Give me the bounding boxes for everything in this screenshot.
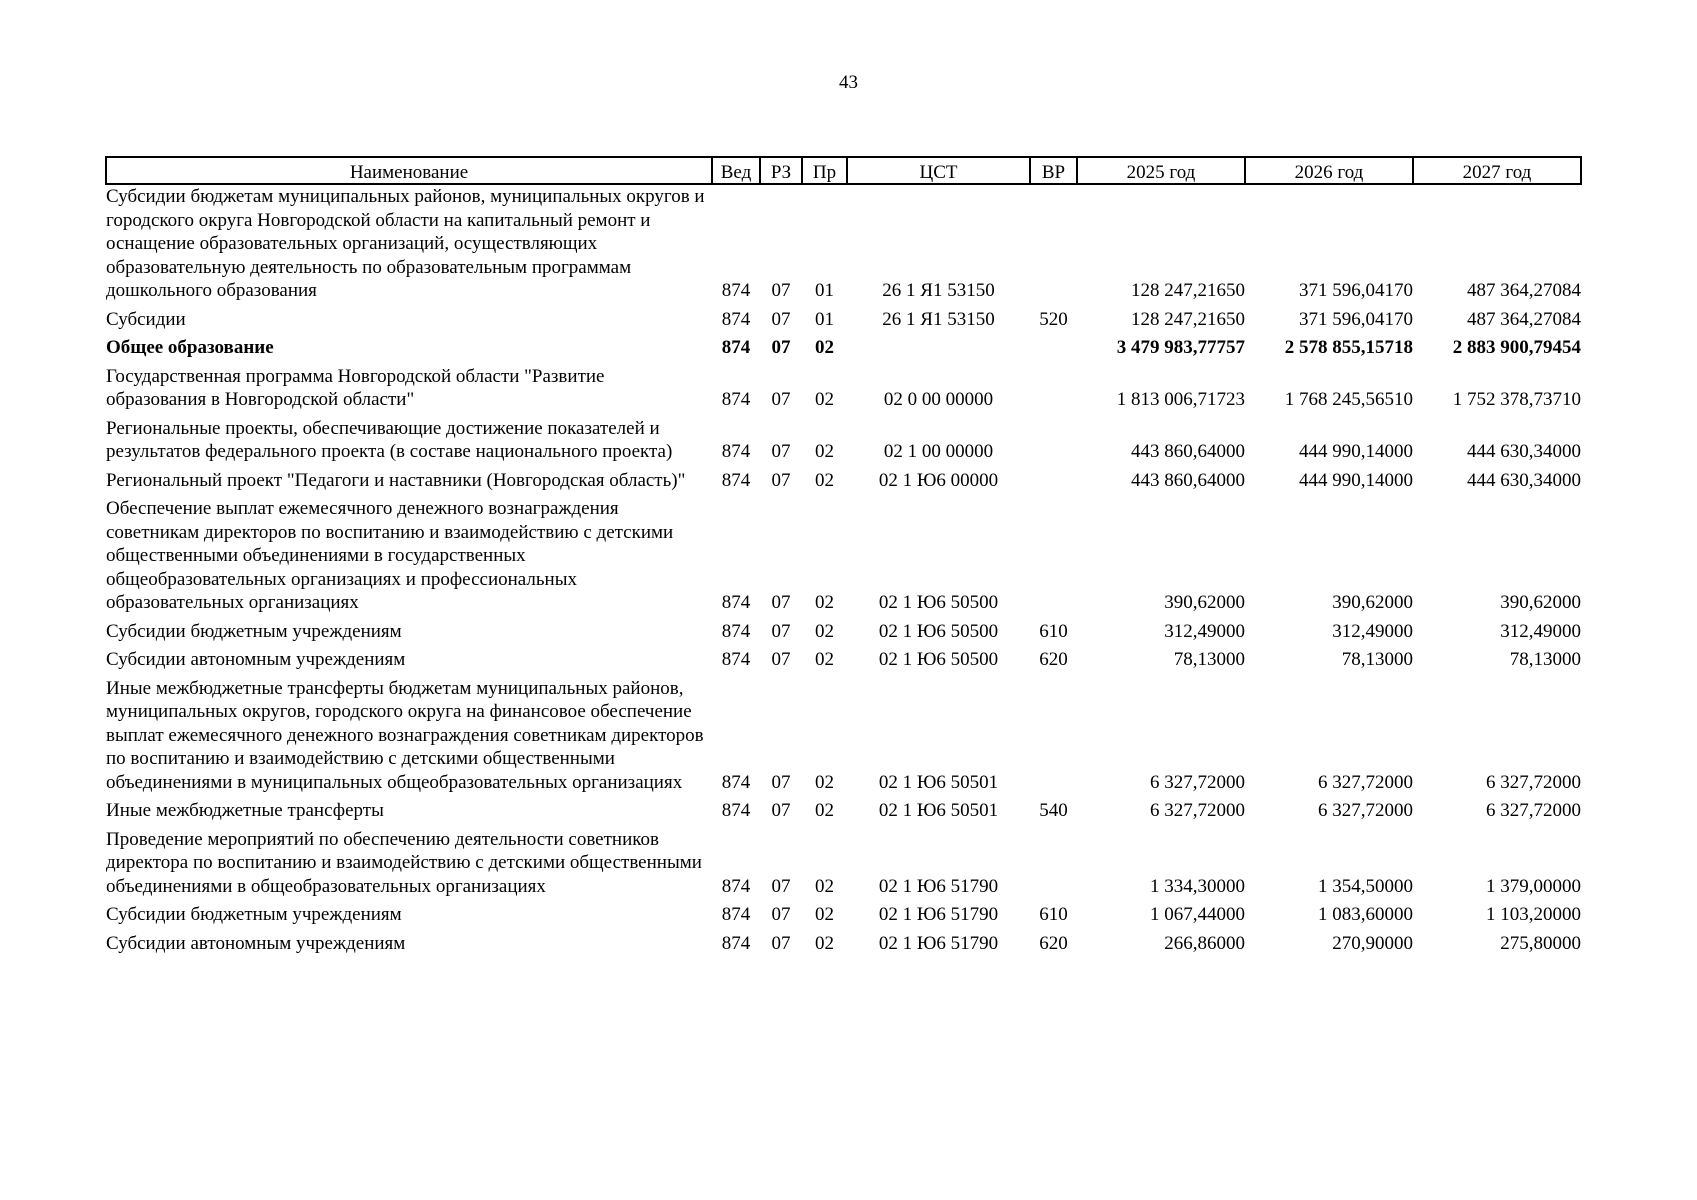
cell-y2025: 3 479 983,77757: [1116, 337, 1245, 358]
cell-y2025: 78,13000: [1173, 649, 1245, 670]
cell-pr: 02: [815, 337, 834, 358]
cell-y2027: 78,13000: [1509, 649, 1581, 670]
table-row: [106, 677, 1581, 800]
cell-vr: 620: [1039, 649, 1068, 670]
cell-y2025: 443 860,64000: [1131, 441, 1245, 462]
cell-vr: [1030, 184, 1077, 308]
cell-y2026: 1 354,50000: [1318, 875, 1413, 897]
cell-name: Обеспечение выплат ежемесячного денежного вознаграждения советникам директоров по воспитанию и взаимодействию с детскими общественными объединениями в государственных общеобразовательных организациях и профессиональных образовательных организациях: [106, 498, 674, 613]
cell-y2027: 6 327,72000: [1486, 800, 1581, 821]
cell-y2026: 1 083,60000: [1318, 904, 1413, 925]
cell-y2027: 444 630,34000: [1467, 469, 1581, 491]
cell-pr: 01: [815, 308, 834, 330]
cell-ved: 874: [721, 469, 751, 491]
cell-cst: 02 1 Ю6 50501: [878, 800, 999, 821]
cell-y2025: 390,62000: [1164, 592, 1245, 613]
cell-name: Иные межбюджетные трансферты: [106, 800, 384, 821]
cell-y2027: 2 883 900,79454: [1452, 337, 1581, 358]
cell-pr: 02: [815, 592, 834, 613]
cell-pr: 02: [815, 932, 834, 954]
header-pr: Пр: [802, 157, 847, 184]
table-row: [106, 336, 1581, 365]
cell-vr: 610: [1039, 620, 1068, 642]
budget-table: [105, 156, 1582, 960]
header-2025: 2025 год: [1077, 157, 1245, 184]
cell-vr: 620: [1039, 932, 1068, 954]
cell-y2025: 128 247,21650: [1131, 308, 1245, 330]
table-row: [106, 903, 1581, 932]
cell-rz: 07: [771, 337, 791, 358]
header-2027: 2027 год: [1413, 157, 1581, 184]
table-row: [106, 620, 1581, 649]
header-ved: Вед: [712, 157, 760, 184]
cell-y2026: 270,90000: [1332, 932, 1413, 954]
cell-rz: 07: [771, 875, 791, 897]
cell-pr: 02: [815, 904, 834, 925]
cell-ved: 874: [721, 441, 751, 462]
cell-cst: 26 1 Я1 53150: [882, 280, 995, 301]
cell-vr: [1030, 417, 1077, 469]
cell-vr: 520: [1039, 308, 1068, 330]
table-row: [106, 365, 1581, 417]
cell-cst: 02 1 Ю6 50500: [878, 649, 999, 670]
table-header-row: [106, 157, 1581, 184]
cell-y2025: 128 247,21650: [1131, 280, 1245, 301]
table-row: [106, 828, 1581, 904]
cell-y2025: 443 860,64000: [1131, 469, 1245, 491]
cell-ved: 874: [721, 389, 751, 410]
cell-cst: 26 1 Я1 53150: [882, 308, 995, 330]
cell-name: Региональные проекты, обеспечивающие достижение показателей и результатов федерального проекта (в составе национального проекта): [106, 417, 673, 462]
cell-y2027: 312,49000: [1500, 620, 1581, 642]
cell-vr: 540: [1039, 800, 1068, 821]
cell-pr: 02: [815, 771, 834, 793]
cell-y2027: 1 103,20000: [1486, 904, 1581, 925]
cell-rz: 07: [771, 620, 791, 642]
table-row: [106, 417, 1581, 469]
header-name: Наименование: [106, 157, 712, 184]
cell-y2027: 1 379,00000: [1486, 875, 1581, 897]
cell-y2027: 1 752 378,73710: [1452, 389, 1581, 410]
cell-pr: 02: [815, 800, 834, 821]
cell-y2026: 444 990,14000: [1299, 469, 1413, 491]
table-row: [106, 648, 1581, 677]
cell-name: Субсидии бюджетам муниципальных районов, муниципальных округов и городского округа Новгородской области на капитальный ремонт и оснащение образовательных организаций, осуществляющих образовательную деятельность по образовательным программам дошкольного образования: [106, 186, 705, 301]
cell-y2026: 312,49000: [1332, 620, 1413, 642]
cell-cst: 02 1 Ю6 50501: [878, 771, 999, 793]
cell-cst: 02 1 Ю6 51790: [878, 875, 999, 897]
cell-y2027: 6 327,72000: [1486, 771, 1581, 793]
cell-rz: 07: [771, 592, 791, 613]
cell-ved: 874: [721, 800, 751, 821]
cell-name: Субсидии автономным учреждениям: [106, 649, 406, 670]
cell-ved: 874: [721, 904, 751, 925]
header-rz: РЗ: [760, 157, 802, 184]
cell-rz: 07: [771, 389, 791, 410]
cell-rz: 07: [771, 280, 791, 301]
table-row: [106, 469, 1581, 498]
cell-ved: 874: [721, 337, 751, 358]
cell-name: Субсидии бюджетным учреждениям: [106, 620, 402, 642]
cell-vr: 610: [1039, 904, 1068, 925]
cell-y2027: 487 364,27084: [1467, 308, 1581, 330]
table-row: [106, 308, 1581, 337]
cell-y2025: 6 327,72000: [1150, 771, 1245, 793]
table-row: [106, 799, 1581, 828]
cell-y2025: 1 067,44000: [1150, 904, 1245, 925]
cell-rz: 07: [771, 904, 791, 925]
cell-y2026: 6 327,72000: [1318, 771, 1413, 793]
cell-name: Субсидии: [106, 308, 186, 330]
cell-ved: 874: [721, 875, 751, 897]
cell-y2025: 1 813 006,71723: [1116, 389, 1245, 410]
cell-ved: 874: [721, 308, 751, 330]
cell-cst: 02 1 Ю6 51790: [878, 932, 999, 954]
header-vr: ВР: [1030, 157, 1077, 184]
cell-name: Субсидии бюджетным учреждениям: [106, 904, 402, 925]
cell-y2026: 2 578 855,15718: [1284, 337, 1413, 358]
cell-cst: 02 0 00 00000: [883, 389, 994, 410]
cell-y2026: 371 596,04170: [1299, 308, 1413, 330]
cell-vr: [1030, 677, 1077, 800]
cell-rz: 07: [771, 771, 791, 793]
cell-y2025: 1 334,30000: [1150, 875, 1245, 897]
cell-ved: 874: [721, 932, 751, 954]
cell-y2026: 390,62000: [1332, 592, 1413, 613]
cell-y2026: 444 990,14000: [1299, 441, 1413, 462]
cell-y2027: 444 630,34000: [1467, 441, 1581, 462]
cell-y2026: 78,13000: [1341, 649, 1413, 670]
cell-pr: 02: [815, 649, 834, 670]
cell-y2026: 6 327,72000: [1318, 800, 1413, 821]
table-row: [106, 497, 1581, 620]
cell-cst: [847, 336, 1030, 365]
cell-vr: [1030, 336, 1077, 365]
cell-vr: [1030, 469, 1077, 498]
cell-rz: 07: [771, 308, 791, 330]
cell-y2025: 266,86000: [1164, 932, 1245, 954]
cell-cst: 02 1 Ю6 51790: [878, 904, 999, 925]
cell-pr: 02: [815, 469, 834, 491]
cell-y2025: 6 327,72000: [1150, 800, 1245, 821]
cell-ved: 874: [721, 280, 751, 301]
cell-vr: [1030, 828, 1077, 904]
table-row: [106, 184, 1581, 308]
cell-rz: 07: [771, 441, 791, 462]
cell-ved: 874: [721, 771, 751, 793]
cell-name: Иные межбюджетные трансферты бюджетам муниципальных районов, муниципальных округов, городского округа на финансовое обеспечение выплат ежемесячного денежного вознаграждения советникам директоров по воспитанию и взаимодействию с детскими общественными объединениями в муниципальных общеобразовательных организациях: [106, 677, 704, 793]
cell-y2026: 1 768 245,56510: [1284, 389, 1413, 410]
cell-ved: 874: [721, 649, 751, 670]
cell-cst: 02 1 Ю6 00000: [878, 469, 999, 491]
cell-pr: 02: [815, 441, 834, 462]
cell-vr: [1030, 497, 1077, 620]
cell-y2027: 487 364,27084: [1467, 280, 1581, 301]
cell-y2026: 371 596,04170: [1299, 280, 1413, 301]
cell-rz: 07: [771, 469, 791, 491]
cell-name: Государственная программа Новгородской области "Развитие образования в Новгородской области": [106, 365, 605, 410]
cell-y2027: 390,62000: [1500, 592, 1581, 613]
cell-rz: 07: [771, 800, 791, 821]
header-cst: ЦСТ: [847, 157, 1030, 184]
cell-ved: 874: [721, 592, 751, 613]
page-number: 43: [839, 72, 858, 93]
cell-cst: 02 1 Ю6 50500: [878, 592, 999, 613]
cell-y2027: 275,80000: [1500, 932, 1581, 954]
cell-rz: 07: [771, 932, 791, 954]
cell-name: Общее образование: [106, 337, 274, 358]
cell-rz: 07: [771, 649, 791, 670]
cell-pr: 02: [815, 389, 834, 410]
cell-cst: 02 1 Ю6 50500: [878, 620, 999, 642]
header-2026: 2026 год: [1245, 157, 1413, 184]
cell-pr: 02: [815, 620, 834, 642]
table-row: [106, 932, 1581, 961]
cell-name: Проведение мероприятий по обеспечению деятельности советников директора по воспитанию и взаимодействию с детскими общественными объединениями в общеобразовательных организациях: [106, 828, 702, 897]
cell-ved: 874: [721, 620, 751, 642]
cell-y2025: 312,49000: [1164, 620, 1245, 642]
cell-pr: 01: [815, 280, 834, 301]
cell-cst: 02 1 00 00000: [883, 441, 994, 462]
table-body: [106, 184, 1581, 960]
cell-name: Региональный проект "Педагоги и наставники (Новгородская область)": [106, 469, 686, 491]
cell-name: Субсидии автономным учреждениям: [106, 932, 406, 954]
cell-vr: [1030, 365, 1077, 417]
cell-pr: 02: [815, 875, 834, 897]
